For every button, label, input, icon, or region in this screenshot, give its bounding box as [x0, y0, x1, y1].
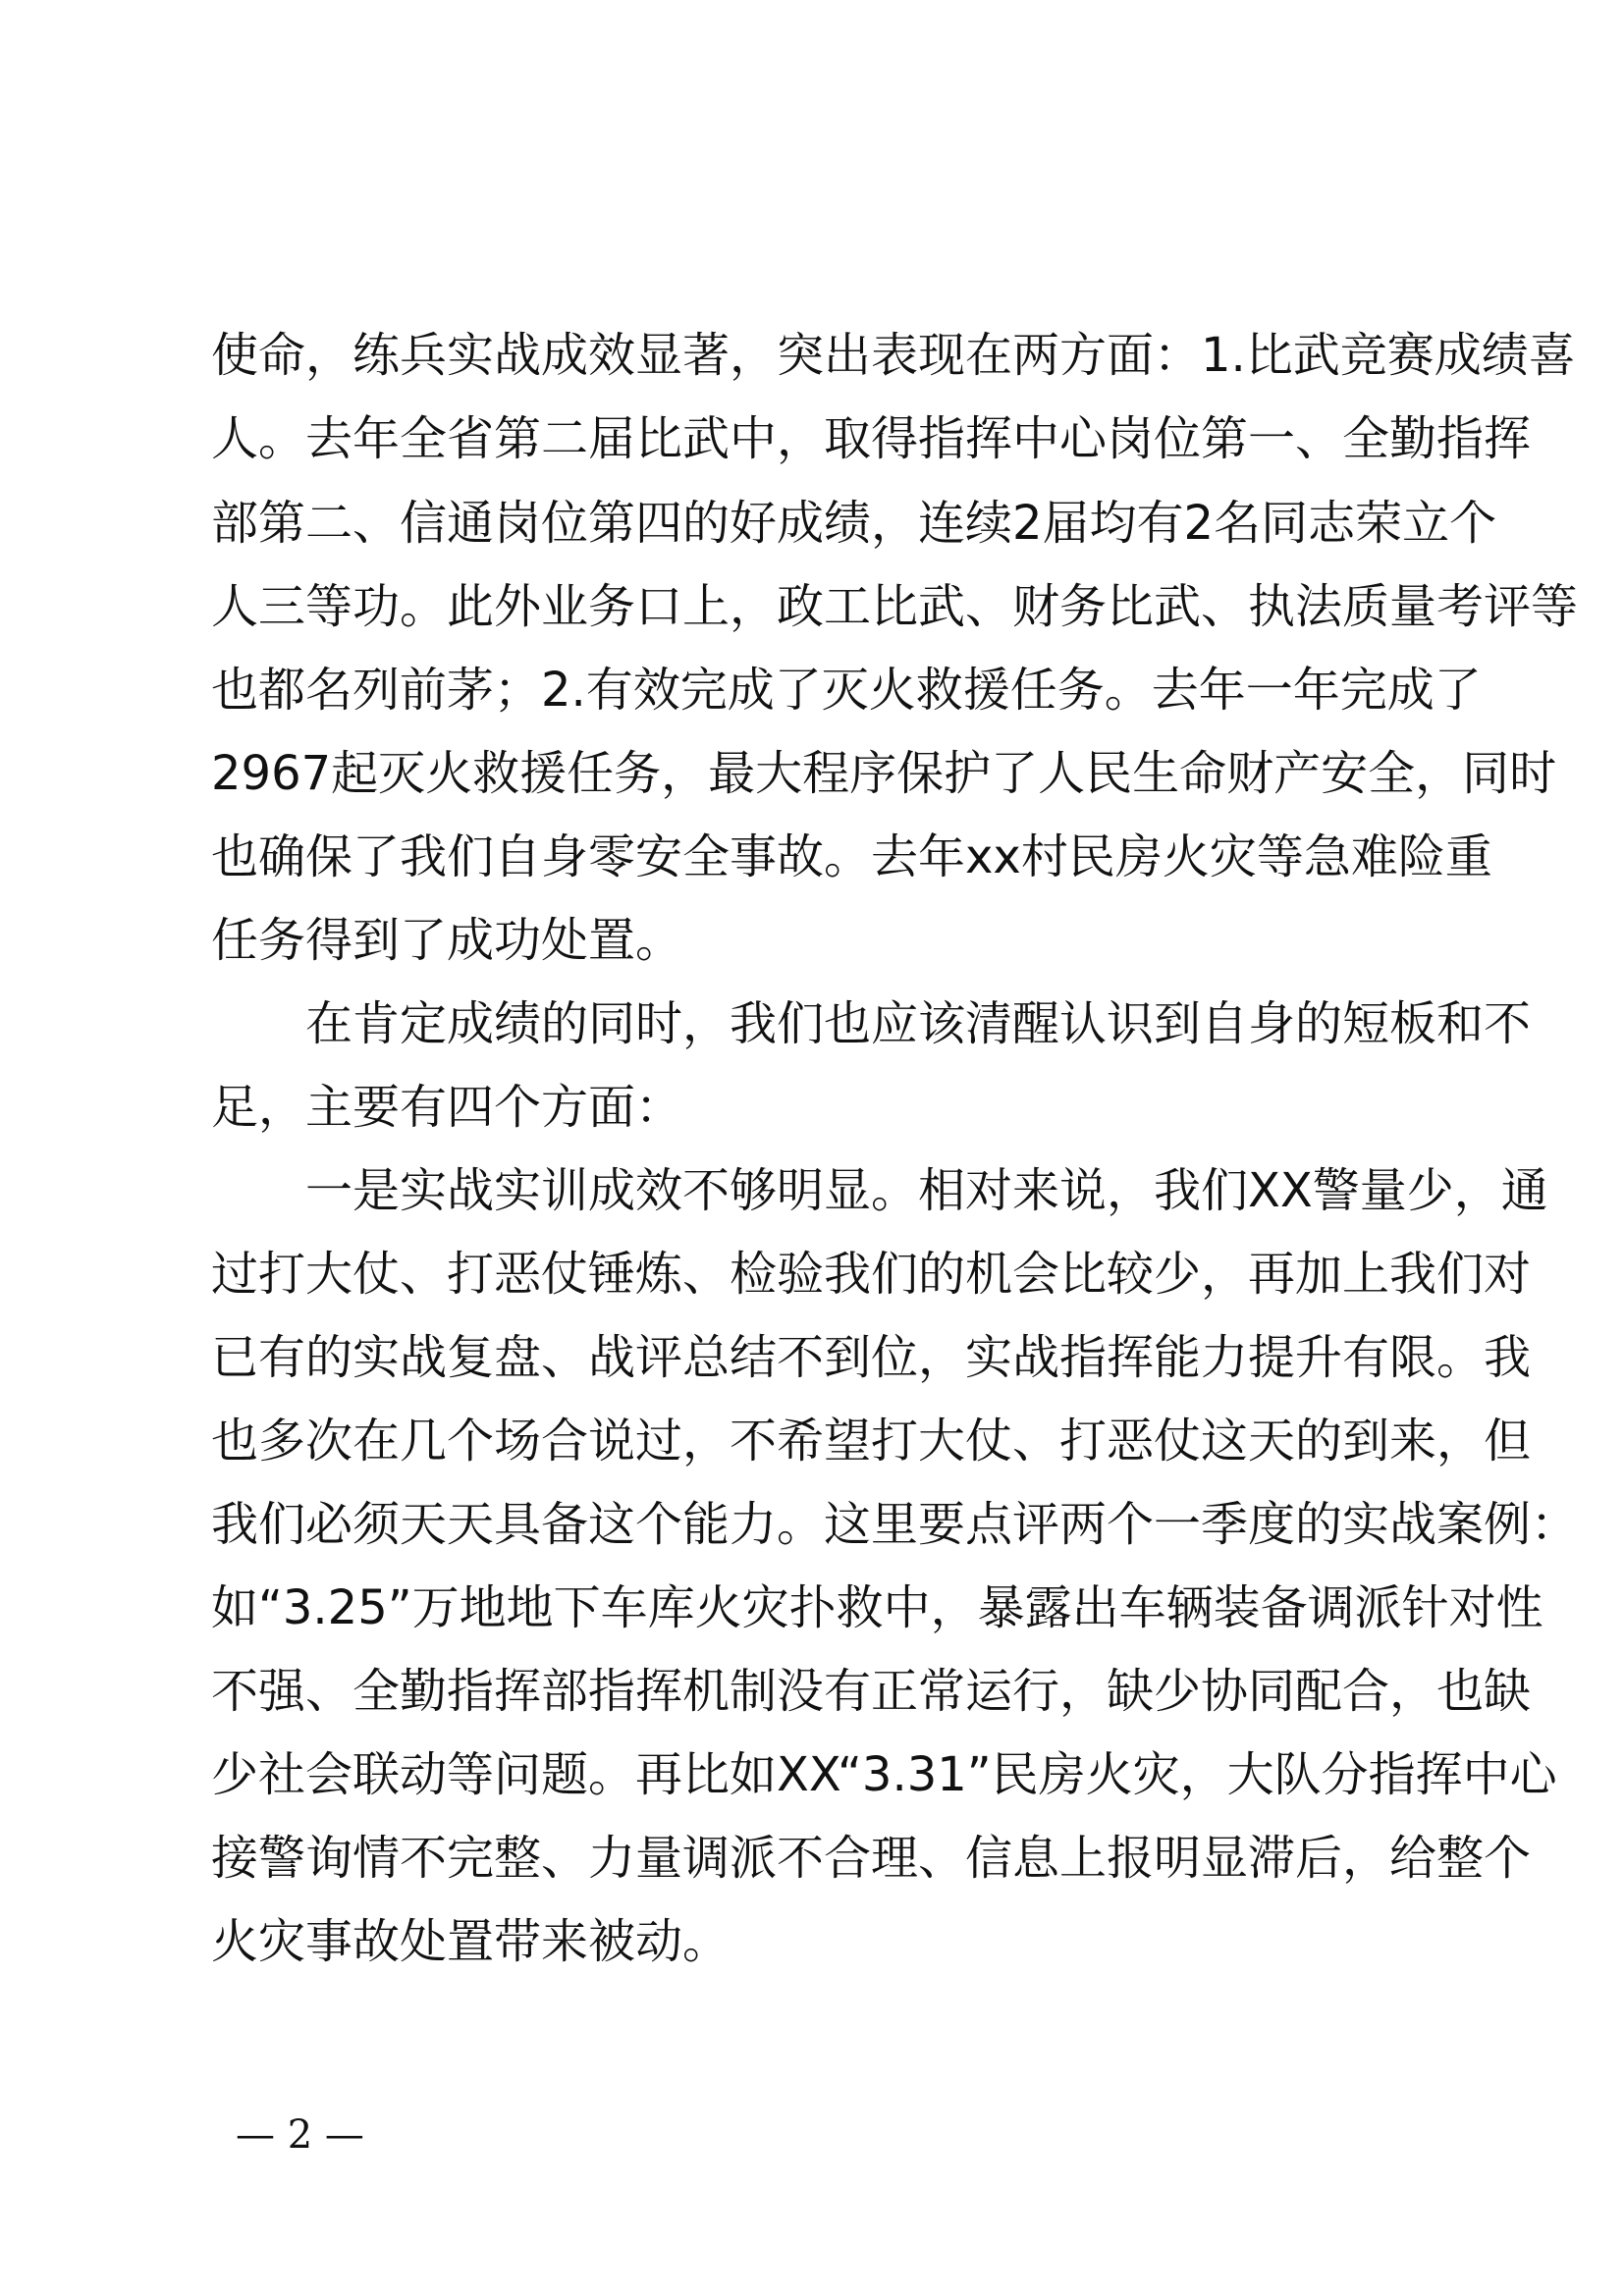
section-line-6: 如“3.25”万地地下车库火灾扑救中，暴露出车辆装备调派针对性 [211, 1580, 1543, 1635]
paragraph-line-1: 在肯定成绩的同时，我们也应该清醒认识到自身的短板和不 [211, 996, 1532, 1051]
section-line-8: 少社会联动等问题。再比如XX“3.31”民房火灾，大队分指挥中心 [211, 1747, 1557, 1802]
body-line-6: 2967起灭火救援任务，最大程序保护了人民生命财产安全，同时 [211, 746, 1557, 801]
page-number: — 2 — [236, 2112, 364, 2158]
section-line-7: 不强、全勤指挥部指挥机制没有正常运行，缺少协同配合，也缺 [211, 1664, 1532, 1719]
body-line-7: 也确保了我们自身零安全事故。去年xx村民房火灾等急难险重 [211, 829, 1492, 884]
section-line-5: 我们必须天天具备这个能力。这里要点评两个一季度的实战案例： [211, 1497, 1579, 1552]
body-line-3: 部第二、信通岗位第四的好成绩，连续2届均有2名同志荣立个 [211, 496, 1497, 551]
section-line-10: 火灾事故处置带来被动。 [211, 1914, 731, 1969]
body-line-4: 人三等功。此外业务口上，政工比武、财务比武、执法质量考评等 [211, 579, 1579, 634]
section-line-3: 已有的实战复盘、战评总结不到位，实战指挥能力提升有限。我 [211, 1330, 1532, 1385]
paragraph-line-2: 足，主要有四个方面： [211, 1080, 683, 1135]
body-line-2: 人。去年全省第二届比武中，取得指挥中心岗位第一、全勤指挥 [211, 411, 1532, 466]
section-line-4: 也多次在几个场合说过，不希望打大仗、打恶仗这天的到来，但 [211, 1414, 1532, 1468]
section-line-9: 接警询情不完整、力量调派不合理、信息上报明显滞后，给整个 [211, 1831, 1532, 1886]
body-line-8: 任务得到了成功处置。 [211, 913, 683, 968]
body-line-1: 使命，练兵实战成效显著，突出表现在两方面：1.比武竞赛成绩喜 [211, 328, 1576, 383]
section-line-2: 过打大仗、打恶仗锤炼、检验我们的机会比较少，再加上我们对 [211, 1247, 1532, 1302]
section-line-1: 一是实战实训成效不够明显。相对来说，我们XX警量少，通 [211, 1163, 1548, 1218]
body-line-5: 也都名列前茅；2.有效完成了灭火救援任务。去年一年完成了 [211, 663, 1482, 718]
